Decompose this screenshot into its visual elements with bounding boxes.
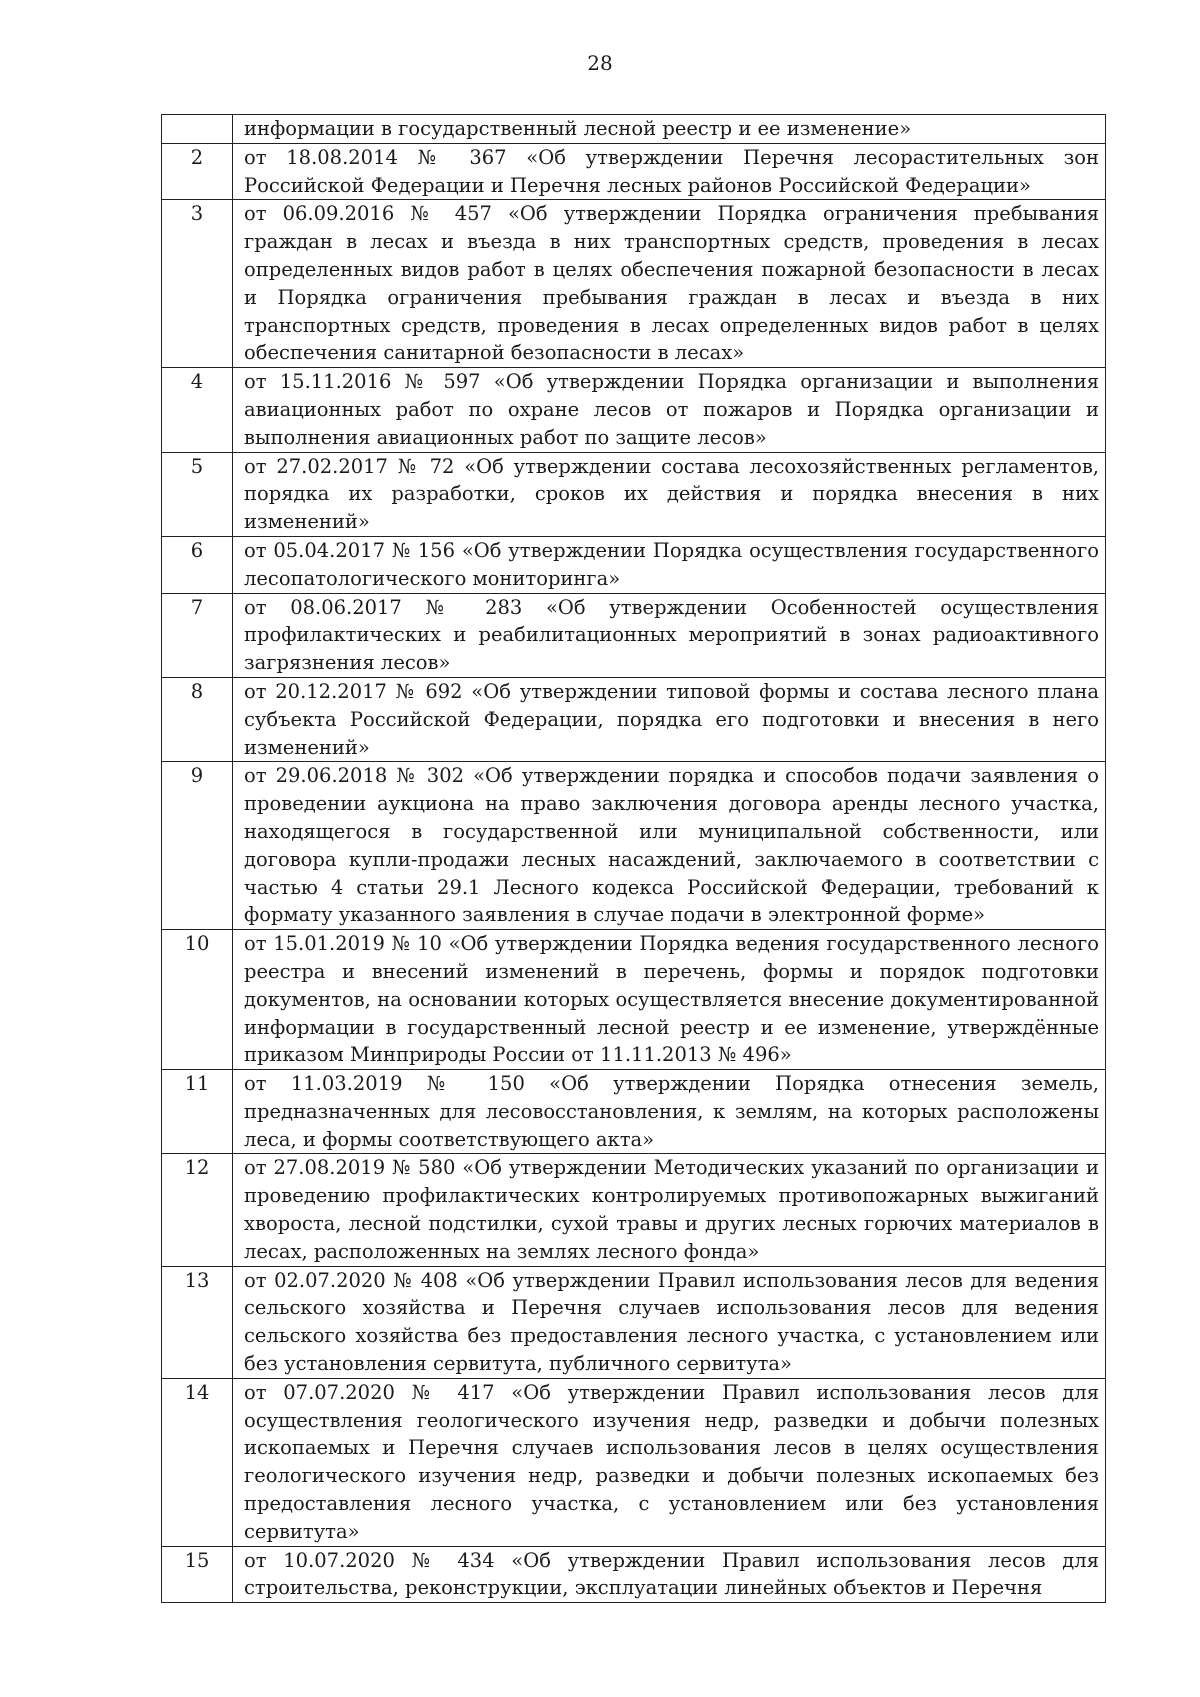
row-text: от 11.03.2019 № 150 «Об утверждении Порядка отнесения земель, предназначенных для лесовосстановления, к землям, на которых расположены леса, и формы соответствующего акта» bbox=[233, 1070, 1106, 1154]
row-number: 7 bbox=[162, 593, 233, 677]
row-number: 13 bbox=[162, 1266, 233, 1378]
table-row bbox=[162, 1070, 1106, 1154]
table-row bbox=[162, 200, 1106, 368]
table-row bbox=[162, 762, 1106, 930]
row-text: от 15.01.2019 № 10 «Об утверждении Порядка ведения государственного лесного реестра и внесений изменений в перечень, формы и порядок подготовки документов, на основании которых осуществляется внесение документированной информации в государственный лесной реестр и ее изменение, утверждённые приказом Минприроды России от 11.11.2013 № 496» bbox=[233, 930, 1106, 1070]
row-number: 11 bbox=[162, 1070, 233, 1154]
row-text: от 07.07.2020 № 417 «Об утверждении Правил использования лесов для осуществления геологического изучения недр, разведки и добычи полезных ископаемых и Перечня случаев использования лесов в целях осуществления геологического изучения недр, разведки и добычи полезных ископаемых без предоставления лесного участка, с установлением или без установления сервитута» bbox=[233, 1378, 1106, 1546]
table-row bbox=[162, 1154, 1106, 1266]
table-row bbox=[162, 593, 1106, 677]
row-number: 4 bbox=[162, 368, 233, 452]
row-number: 14 bbox=[162, 1378, 233, 1546]
row-text: от 20.12.2017 № 692 «Об утверждении типовой формы и состава лесного плана субъекта Российской Федерации, порядка его подготовки и внесения в него изменений» bbox=[233, 677, 1106, 761]
row-number: 5 bbox=[162, 452, 233, 536]
table-row bbox=[162, 115, 1106, 144]
page-number: 28 bbox=[587, 51, 613, 75]
table-row bbox=[162, 452, 1106, 536]
regulations-table bbox=[161, 114, 1106, 1603]
row-text: от 02.07.2020 № 408 «Об утверждении Правил использования лесов для ведения сельского хозяйства и Перечня случаев использования лесов для ведения сельского хозяйства без предоставления лесного участка, с установлением или без установления сервитута, публичного сервитута» bbox=[233, 1266, 1106, 1378]
row-number: 12 bbox=[162, 1154, 233, 1266]
row-text: от 27.02.2017 № 72 «Об утверждении состава лесохозяйственных регламентов, порядка их разработки, сроков их действия и порядка внесения в них изменений» bbox=[233, 452, 1106, 536]
row-number: 8 bbox=[162, 677, 233, 761]
table-row bbox=[162, 536, 1106, 593]
row-number: 2 bbox=[162, 143, 233, 200]
row-text: от 10.07.2020 № 434 «Об утверждении Правил использования лесов для строительства, реконструкции, эксплуатации линейных объектов и Перечня bbox=[233, 1546, 1106, 1603]
row-text: от 15.11.2016 № 597 «Об утверждении Порядка организации и выполнения авиационных работ по охране лесов от пожаров и Порядка организации и выполнения авиационных работ по защите лесов» bbox=[233, 368, 1106, 452]
row-number: 10 bbox=[162, 930, 233, 1070]
table-row bbox=[162, 1266, 1106, 1378]
row-text: от 05.04.2017 № 156 «Об утверждении Порядка осуществления государственного лесопатологического мониторинга» bbox=[233, 536, 1106, 593]
table-row bbox=[162, 930, 1106, 1070]
row-number: 6 bbox=[162, 536, 233, 593]
table-row bbox=[162, 368, 1106, 452]
row-text: от 06.09.2016 № 457 «Об утверждении Порядка ограничения пребывания граждан в лесах и въезда в них транспортных средств, проведения в лесах определенных видов работ в целях обеспечения пожарной безопасности в лесах и Порядка ограничения пребывания граждан в лесах и въезда в них транспортных средств, проведения в лесах определенных видов работ в целях обеспечения санитарной безопасности в лесах» bbox=[233, 200, 1106, 368]
row-text: от 29.06.2018 № 302 «Об утверждении порядка и способов подачи заявления о проведении аукциона на право заключения договора аренды лесного участка, находящегося в государственной или муниципальной собственности, или договора купли-продажи лесных насаждений, заключаемого в соответствии с частью 4 статьи 29.1 Лесного кодекса Российской Федерации, требований к формату указанного заявления в случае подачи в электронной форме» bbox=[233, 762, 1106, 930]
row-text: от 18.08.2014 № 367 «Об утверждении Перечня лесорастительных зон Российской Федерации и Перечня лесных районов Российской Федерации» bbox=[233, 143, 1106, 200]
table-row bbox=[162, 677, 1106, 761]
row-text: от 08.06.2017 № 283 «Об утверждении Особенностей осуществления профилактических и реабилитационных мероприятий в зонах радиоактивного загрязнения лесов» bbox=[233, 593, 1106, 677]
row-text: информации в государственный лесной реестр и ее изменение» bbox=[233, 115, 1106, 144]
table-row bbox=[162, 1546, 1106, 1603]
row-number bbox=[162, 115, 233, 144]
row-number: 3 bbox=[162, 200, 233, 368]
row-number: 15 bbox=[162, 1546, 233, 1603]
table-row bbox=[162, 143, 1106, 200]
table-row bbox=[162, 1378, 1106, 1546]
row-number: 9 bbox=[162, 762, 233, 930]
row-text: от 27.08.2019 № 580 «Об утверждении Методических указаний по организации и проведению профилактических контролируемых противопожарных выжиганий хвороста, лесной подстилки, сухой травы и других лесных горючих материалов в лесах, расположенных на землях лесного фонда» bbox=[233, 1154, 1106, 1266]
